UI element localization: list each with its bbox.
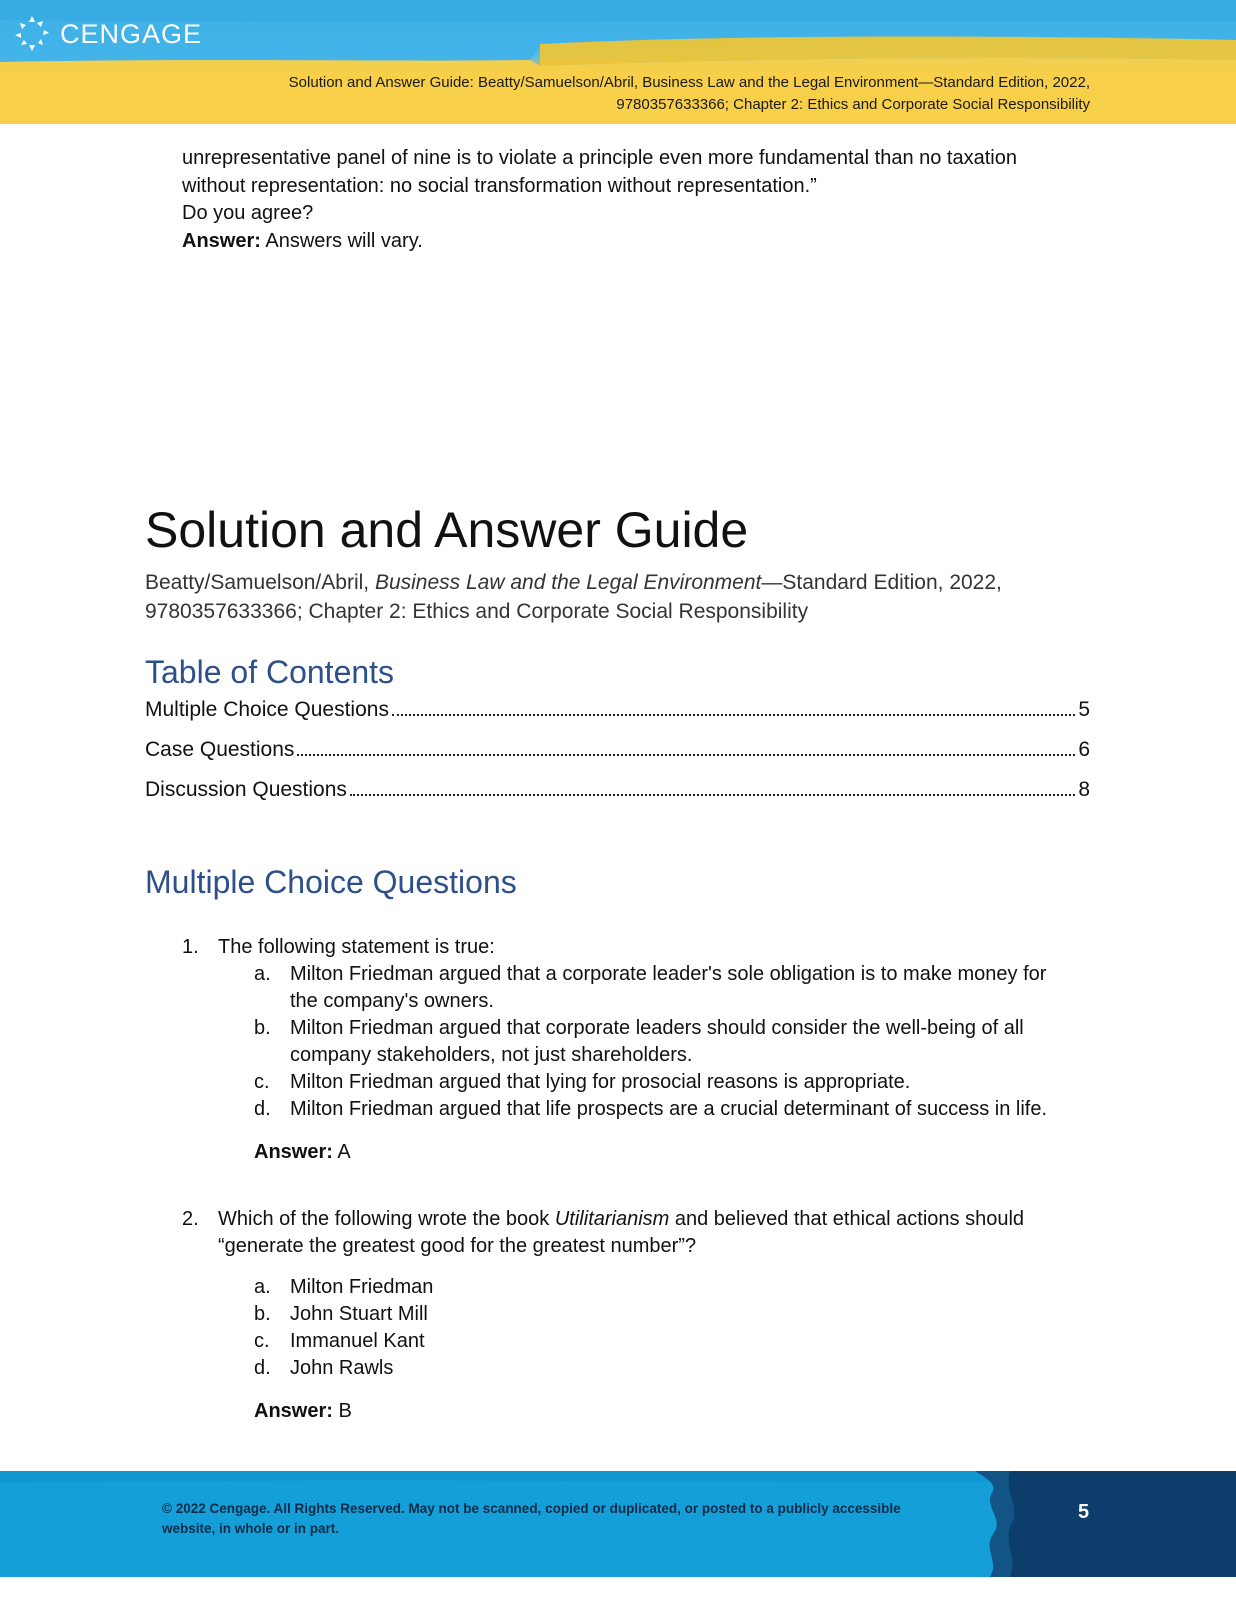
option-letter: a.: [254, 963, 271, 985]
option-letter: b.: [254, 1017, 271, 1039]
question-stem-text: “generate the greatest good for the greatest number”?: [218, 1235, 697, 1257]
option-letter: b.: [254, 1303, 271, 1325]
continuation-answer: [182, 228, 1082, 256]
answer-label: Answer:: [254, 1400, 333, 1422]
option-text-line: John Stuart Mill: [290, 1303, 428, 1325]
toc-heading: Table of Contents: [145, 654, 395, 690]
page-number: 5: [1078, 1501, 1090, 1523]
option-text-line: Milton Friedman argued that lying for prosocial reasons is appropriate.: [290, 1071, 911, 1093]
page-header: [0, 0, 1236, 124]
option-text: [290, 1355, 1080, 1382]
subtitle-edition: —Standard Edition, 2022,: [761, 571, 1002, 594]
answer-value: B: [332, 1400, 352, 1422]
mcq-heading: Multiple Choice Questions: [145, 864, 517, 900]
option-text-line: company stakeholders, not just shareholders.: [290, 1044, 693, 1066]
subtitle-authors: Beatty/Samuelson/Abril,: [145, 571, 375, 594]
question-answer: [254, 1139, 351, 1166]
toc-entry-case-questions[interactable]: [145, 736, 1090, 776]
continuation-line: unrepresentative panel of nine is to violate a principle even more fundamental than no taxation: [182, 147, 1017, 169]
option-text-line: Immanuel Kant: [290, 1330, 425, 1352]
option-text: [290, 1069, 1080, 1096]
continuation-question: Do you agree?: [182, 202, 314, 224]
question-stem-book-title: Utilitarianism: [554, 1208, 670, 1230]
brand-name: CENGAGE: [60, 18, 203, 49]
copyright-line: website, in whole or in part.: [162, 1521, 340, 1536]
option-letter: d.: [254, 1098, 271, 1120]
answer-text: Answers will vary.: [260, 229, 423, 252]
question-stem: [218, 934, 1078, 961]
option-text-line: the company's owners.: [290, 990, 494, 1012]
question-number: 2.: [182, 1208, 199, 1230]
answer-label: Answer:: [182, 229, 261, 252]
option-letter: d.: [254, 1357, 271, 1379]
table-of-contents: [145, 696, 1090, 816]
option-letter: a.: [254, 1276, 271, 1298]
option-text: [290, 1301, 1080, 1328]
option-text: [290, 1096, 1080, 1123]
option-letter: c.: [254, 1071, 270, 1093]
toc-entry-discussion-questions[interactable]: [145, 776, 1090, 816]
option-text-line: Milton Friedman argued that a corporate leader's sole obligation is to make money for: [290, 963, 1047, 985]
cengage-logo[interactable]: [12, 16, 202, 52]
option-text-line: Milton Friedman argued that corporate leaders should consider the well-being of all: [290, 1017, 1024, 1039]
option-text: [290, 1274, 1080, 1301]
question-answer: [254, 1398, 352, 1425]
option-text-line: John Rawls: [290, 1357, 394, 1379]
running-header-title: [190, 72, 1090, 116]
document-title: Solution and Answer Guide: [145, 502, 749, 558]
question-number: 1.: [182, 936, 199, 958]
option-text: [290, 1015, 1080, 1069]
toc-entry-page: 6: [1078, 738, 1090, 761]
question-stem-text: and believed that ethical actions should: [669, 1208, 1025, 1230]
option-text-line: Milton Friedman: [290, 1276, 434, 1298]
question-stem: [218, 1206, 1078, 1260]
subtitle-isbn-chapter: 9780357633366; Chapter 2: Ethics and Corporate Social Responsibility: [145, 600, 809, 623]
toc-leader-dots: [297, 753, 1075, 756]
option-text-line: Milton Friedman argued that life prospects are a crucial determinant of success in life.: [290, 1098, 1048, 1120]
continuation-block: [182, 145, 1082, 255]
cengage-logo-icon: [12, 14, 52, 54]
question-stem-text: Which of the following wrote the book: [218, 1208, 555, 1230]
running-header-line-1: Solution and Answer Guide: Beatty/Samuelson/Abril, Business Law and the Legal Environment—Standard Edition, 2022,: [288, 74, 1090, 91]
answer-value: A: [332, 1141, 351, 1163]
option-text: [290, 961, 1080, 1015]
continuation-line: without representation: no social transformation without representation.”: [182, 174, 817, 197]
toc-entry-label: Multiple Choice Questions: [145, 698, 389, 721]
subtitle-book-title: Business Law and the Legal Environment: [374, 571, 762, 594]
option-text: [290, 1328, 1080, 1355]
copyright-line: © 2022 Cengage. All Rights Reserved. May not be scanned, copied or duplicated, or posted to a publicly accessible: [162, 1501, 901, 1516]
page-footer: [0, 1471, 1236, 1577]
option-letter: c.: [254, 1330, 270, 1352]
copyright-notice: [162, 1499, 942, 1539]
toc-entry-page: 8: [1078, 778, 1090, 801]
toc-entry-label: Discussion Questions: [145, 778, 347, 801]
document-subtitle: [145, 568, 1085, 626]
running-header-line-2: 9780357633366; Chapter 2: Ethics and Corporate Social Responsibility: [616, 96, 1090, 113]
question-stem-text: The following statement is true:: [218, 936, 495, 958]
answer-label: Answer:: [254, 1141, 333, 1163]
toc-leader-dots: [350, 793, 1075, 796]
toc-leader-dots: [392, 713, 1075, 716]
toc-entry-page: 5: [1078, 698, 1090, 721]
toc-entry-label: Case Questions: [145, 738, 295, 761]
toc-entry-multiple-choice[interactable]: [145, 696, 1090, 736]
